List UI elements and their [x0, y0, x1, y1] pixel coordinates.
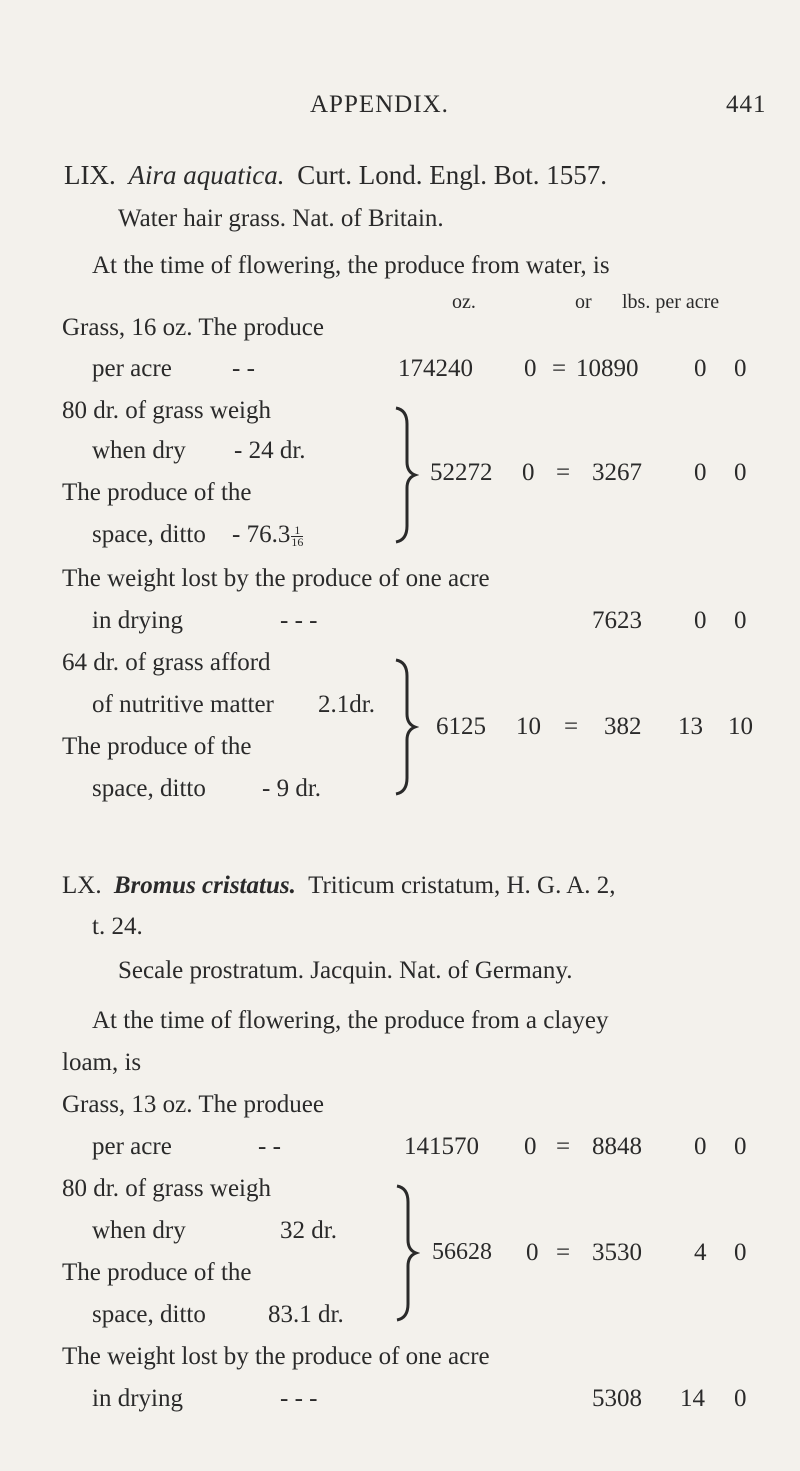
row-label: in drying	[92, 607, 183, 634]
row-label: 64 dr. of grass afford	[62, 649, 271, 676]
fraction	[291, 522, 304, 549]
column-header-lbs: lbs. per acre	[622, 291, 720, 313]
row-label: space, ditto	[92, 775, 206, 802]
value-oz2: 4	[694, 1239, 707, 1266]
common-name-line: Water hair grass. Nat. of Britain.	[118, 205, 444, 232]
species-name: Bromus cristatus.	[113, 872, 296, 899]
row-dashes: - -	[232, 355, 255, 382]
row-label: when dry	[92, 1217, 186, 1244]
row-label: The produce of the	[62, 733, 252, 760]
value-dr: 0	[526, 1239, 539, 1266]
column-header-or: or	[575, 291, 592, 313]
value-oz: 141570	[404, 1133, 479, 1160]
right-brace-icon	[393, 406, 419, 544]
intro-line: At the time of flowering, the produce from a clayey	[92, 1007, 609, 1034]
value-oz2: 0	[694, 355, 707, 382]
fraction-denominator: 16	[291, 534, 304, 549]
value-dr2: 0	[734, 355, 747, 382]
running-head: APPENDIX.	[310, 91, 449, 118]
value-oz: 52272	[430, 459, 493, 486]
page-number: 441	[726, 91, 767, 118]
row-value: 32 dr.	[280, 1217, 337, 1244]
equals-sign: =	[564, 713, 579, 740]
row-label: of nutritive matter	[92, 691, 274, 718]
row-value: - 24 dr.	[234, 437, 306, 464]
row-label: 80 dr. of grass weigh	[62, 397, 271, 424]
value-oz: 6125	[436, 713, 486, 740]
row-label: Grass, 16 oz. The produce	[62, 314, 324, 341]
row-value: 83.1 dr.	[268, 1301, 344, 1328]
row-label: The weight lost by the produce of one acre	[62, 565, 490, 592]
value-oz2: 14	[680, 1385, 705, 1412]
species-name: Aira aquatica.	[128, 160, 285, 190]
equals-sign: =	[556, 1239, 571, 1266]
entry-lix-heading	[64, 162, 607, 189]
row-label: 80 dr. of grass weigh	[62, 1175, 271, 1202]
right-brace-icon	[394, 1184, 420, 1322]
value-lbs: 3530	[592, 1239, 642, 1266]
row-label: per acre	[92, 355, 172, 382]
row-value: - 9 dr.	[262, 775, 322, 802]
intro-line: At the time of flowering, the produce from water, is	[92, 252, 610, 279]
value-dr2: 0	[734, 1133, 747, 1160]
column-header-oz: oz.	[452, 291, 476, 313]
row-label: The produce of the	[62, 479, 252, 506]
value-lbs: 3267	[592, 459, 642, 486]
row-value: 2.1dr.	[318, 691, 375, 718]
value-oz: 56628	[432, 1239, 492, 1265]
row-value	[232, 522, 303, 548]
reference-continued: t. 24.	[92, 913, 143, 940]
equals-sign: =	[552, 355, 567, 382]
row-label: space, ditto	[92, 521, 206, 548]
fraction-numerator: 1	[291, 525, 303, 537]
value-dr2: 0	[734, 607, 747, 634]
value-oz2: 13	[678, 713, 703, 740]
value-lbs: 5308	[592, 1385, 642, 1412]
value-oz2: 0	[694, 459, 707, 486]
value-dr2: 0	[734, 459, 747, 486]
entry-number: LIX.	[64, 160, 116, 190]
row-label: Grass, 13 oz. The produee	[62, 1091, 324, 1118]
row-label: per acre	[92, 1133, 172, 1160]
value-dr2: 10	[728, 713, 753, 740]
value-dr2: 0	[734, 1239, 747, 1266]
right-brace-icon	[393, 658, 419, 796]
row-dashes: - - -	[280, 1385, 318, 1412]
intro-line: loam, is	[62, 1049, 142, 1076]
value-dr: 10	[516, 713, 541, 740]
row-label: The weight lost by the produce of one acre	[62, 1343, 490, 1370]
value-dr: 0	[522, 459, 535, 486]
row-label: The produce of the	[62, 1259, 252, 1286]
row-dashes: - - -	[280, 607, 318, 634]
entry-number: LX.	[62, 872, 102, 899]
row-dashes: - -	[258, 1133, 281, 1160]
row-label: in drying	[92, 1385, 183, 1412]
reference: Triticum cristatum, H. G. A. 2,	[308, 872, 616, 899]
value-lbs: 8848	[592, 1133, 642, 1160]
entry-lx-heading	[62, 873, 616, 898]
equals-sign: =	[556, 459, 571, 486]
synonym-line: Secale prostratum. Jacquin. Nat. of Germany.	[118, 957, 573, 984]
equals-sign: =	[556, 1133, 571, 1160]
reference: Curt. Lond. Engl. Bot. 1557.	[297, 160, 607, 190]
value-lbs: 7623	[592, 607, 642, 634]
value-dr: 0	[524, 1133, 537, 1160]
value-lbs: 382	[604, 713, 642, 740]
value-oz2: 0	[694, 607, 707, 634]
value-dr2: 0	[734, 1385, 747, 1412]
row-label: space, ditto	[92, 1301, 206, 1328]
row-label: when dry	[92, 437, 186, 464]
value-lbs: 10890	[576, 355, 639, 382]
value-dr: 0	[524, 355, 537, 382]
value-oz2: 0	[694, 1133, 707, 1160]
value-oz: 174240	[398, 355, 473, 382]
value-prefix: - 76.3	[232, 521, 291, 548]
